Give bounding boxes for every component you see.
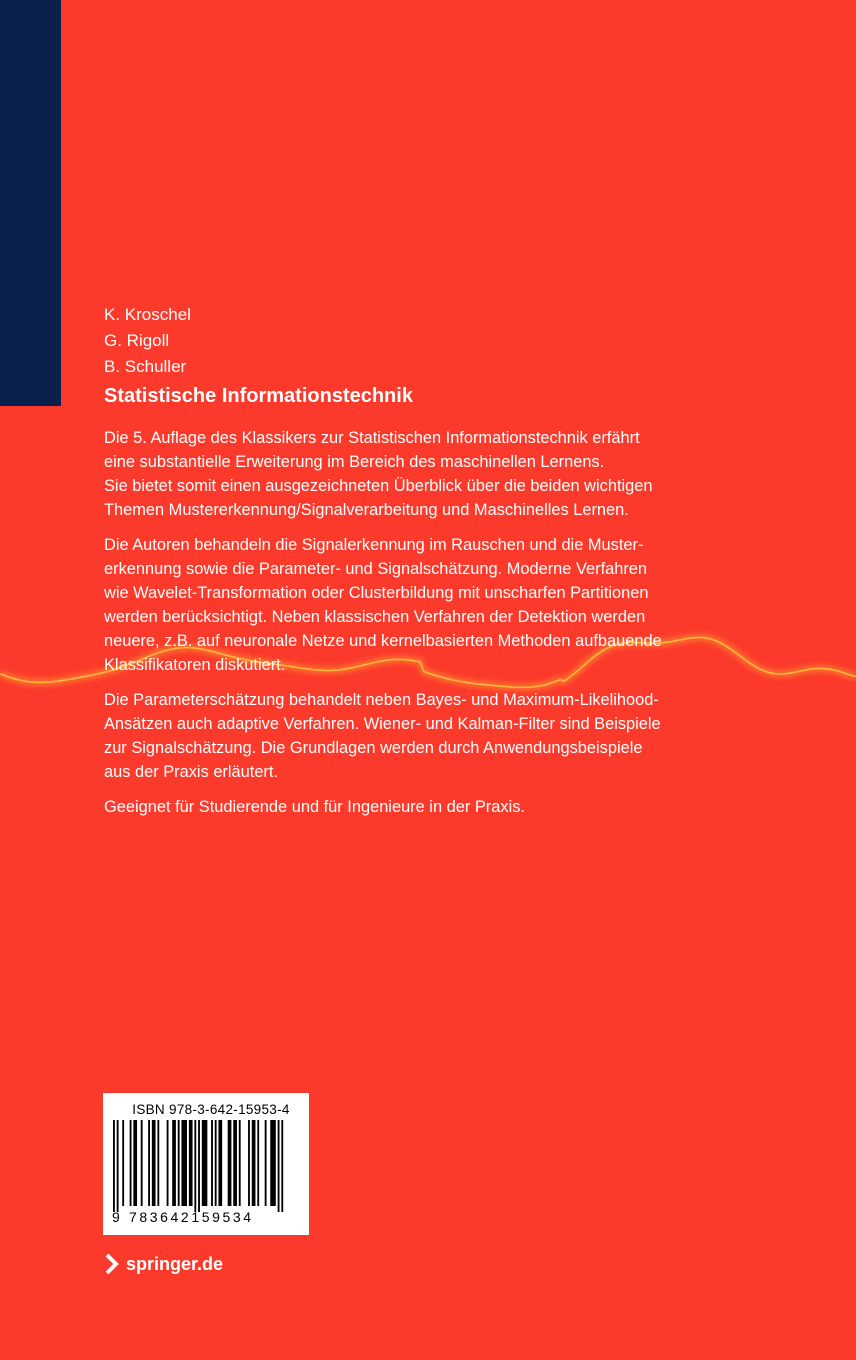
barcode-bar: [281, 1120, 283, 1212]
barcode-bar: [167, 1120, 169, 1206]
text-line: zur Signalschätzung. Die Grundlagen werden durch Anwendungsbeispiele: [104, 739, 643, 757]
book-title: Statistische Informationstechnik: [104, 385, 413, 407]
barcode-bar: [157, 1120, 159, 1206]
barcode-bar: [198, 1120, 200, 1212]
barcode-bar: [181, 1120, 187, 1206]
barcode-bar: [141, 1120, 143, 1206]
barcode-bar: [122, 1120, 124, 1206]
description-paragraph: [104, 795, 704, 819]
barcode-bar: [178, 1120, 180, 1206]
text-line: Sie bietet somit einen ausgezeichneten Überblick über die beiden wichtigen: [104, 477, 653, 495]
book-description: [104, 426, 704, 830]
barcode-bar: [130, 1120, 132, 1206]
barcode-bar: [252, 1120, 256, 1206]
barcode-bar: [228, 1120, 232, 1206]
barcode-bars: [111, 1120, 301, 1212]
author-name: G. Rigoll: [104, 331, 170, 350]
barcode-bar: [172, 1120, 176, 1206]
text-line: erkennung sowie die Parameter- und Signalschätzung. Moderne Verfahren: [104, 560, 648, 578]
text-line: Die Parameterschätzung behandelt neben Bayes- und Maximum-Likelihood-: [104, 691, 659, 709]
barcode-bar: [248, 1120, 250, 1206]
navy-band: [0, 0, 61, 406]
barcode-bar: [117, 1120, 119, 1212]
barcode-bar: [218, 1120, 222, 1206]
text-line: eine substantielle Erweiterung im Bereich des maschinellen Lernens.: [104, 453, 605, 471]
chevron-right-icon: [104, 1253, 120, 1275]
author-name: K. Kroschel: [104, 305, 191, 324]
text-line: Ansätzen auch adaptive Verfahren. Wiener- und Kalman-Filter sind Beispiele: [104, 715, 661, 733]
isbn-barcode: [103, 1093, 309, 1235]
text-line: werden berücksichtigt. Neben klassischen Verfahren der Detektion werden: [104, 608, 646, 626]
barcode-bar: [233, 1120, 237, 1206]
description-paragraph: [104, 533, 704, 677]
text-line: neuere, z.B. auf neuronale Netze und kernelbasierten Methoden aufbauende: [104, 632, 662, 650]
barcode-bar: [257, 1120, 259, 1206]
barcode-bar: [148, 1120, 150, 1206]
text-line: Geeignet für Studierende und für Ingenieure in der Praxis.: [104, 798, 525, 816]
barcode-bar: [215, 1120, 217, 1206]
barcode-bar: [278, 1120, 280, 1212]
text-line: Die Autoren behandeln die Signalerkennung im Rauschen und die Muster-: [104, 536, 644, 554]
barcode-bar: [133, 1120, 137, 1206]
barcode-bar: [202, 1120, 208, 1206]
text-line: Themen Mustererkennung/Signalverarbeitung und Maschinelles Lernen.: [104, 501, 629, 519]
description-paragraph: [104, 426, 704, 522]
barcode-bar: [270, 1120, 276, 1206]
ean-first-digit: 9: [112, 1209, 120, 1225]
barcode-bar: [194, 1120, 196, 1212]
isbn-label: ISBN 978-3-642-15953-4: [132, 1102, 290, 1117]
ean-digits: 783642159534: [129, 1209, 254, 1225]
text-line: aus der Praxis erläutert.: [104, 763, 278, 781]
text-line: Die 5. Auflage des Klassikers zur Statistischen Informationstechnik erfährt: [104, 429, 640, 447]
text-line: wie Wavelet-Transformation oder Clusterbildung mit unscharfen Partitionen: [104, 584, 649, 602]
publisher-label: springer.de: [126, 1253, 224, 1274]
description-paragraph: [104, 688, 704, 784]
author-name: B. Schuller: [104, 357, 187, 376]
publisher-link[interactable]: [104, 1250, 223, 1278]
text-line: Klassifikatoren diskutiert.: [104, 656, 286, 674]
barcode-bar: [152, 1120, 156, 1206]
barcode-bar: [113, 1120, 115, 1212]
barcode-bar: [211, 1120, 213, 1206]
barcode-bar: [189, 1120, 193, 1206]
author-list: [104, 302, 191, 380]
barcode-bar: [239, 1120, 241, 1206]
barcode-bar: [265, 1120, 267, 1206]
